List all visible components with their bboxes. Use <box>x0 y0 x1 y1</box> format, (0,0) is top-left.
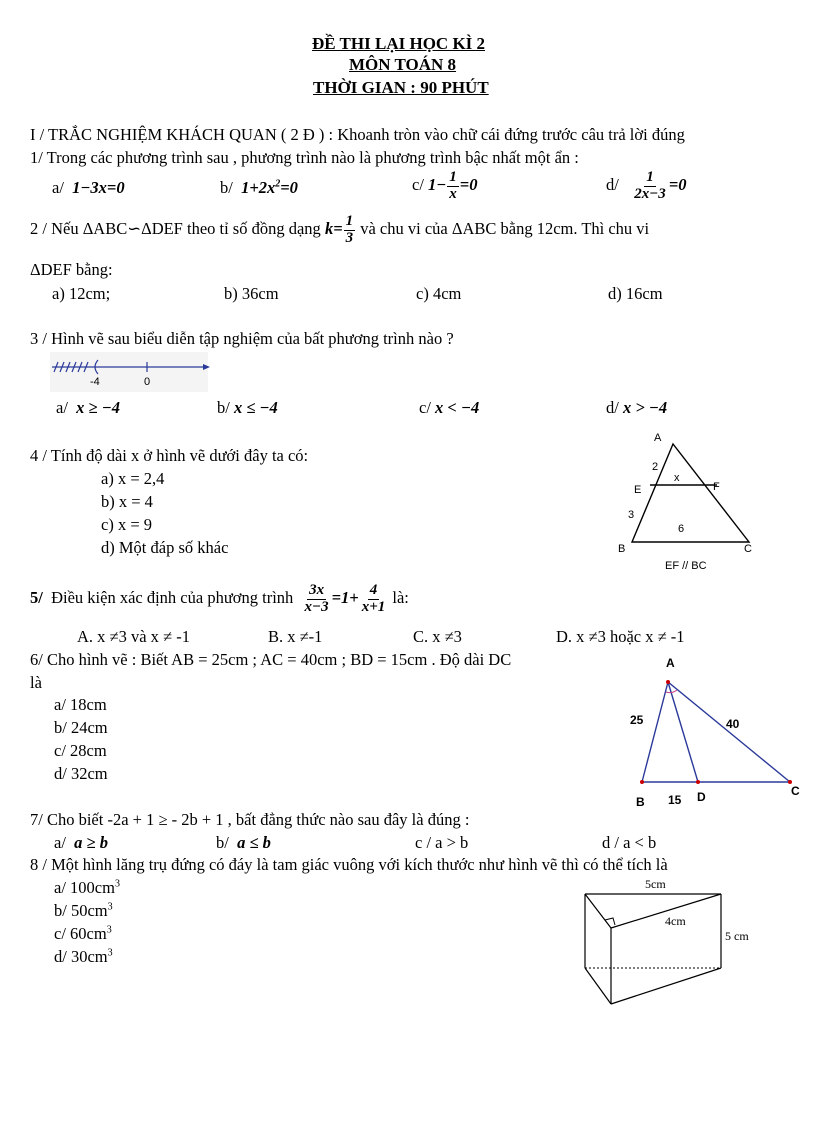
q3-option-d: d/ x > −4 <box>606 398 668 417</box>
q4-triangle-figure <box>610 428 770 578</box>
q1-c-fraction: $\frac{1}{x}$ <box>449 169 457 202</box>
q3-option-a: a/ x ≥ −4 <box>56 398 120 417</box>
q1-c-label: c/ <box>412 175 424 195</box>
vertex-d-q6: D <box>697 790 706 804</box>
q2-text: 2 / Nếu ΔABC∽ΔDEF theo tỉ số đồng dạng k= $\frac{1}{3}$ và chu vi của ΔABC bằng 12cm. Thì chu vi <box>30 213 650 246</box>
q6-text: 6/ Cho hình vẽ : Biết AB = 25cm ; AC = 40cm ; BD = 15cm . Độ dài DC <box>30 650 512 669</box>
number-line-figure <box>50 352 210 392</box>
q6-triangle-figure <box>620 652 810 812</box>
q6-text-line2: là <box>30 673 42 692</box>
q5-option-d: D. x ≠3 hoặc x ≠ -1 <box>556 627 685 646</box>
number-line-bg <box>50 352 208 392</box>
q4-option-c: c) x = 9 <box>101 515 152 534</box>
q7-option-b: b/ a ≤ b <box>216 833 271 852</box>
label-eb: 3 <box>628 509 635 521</box>
q1-b-expr: 1+2x <box>241 178 276 197</box>
q1-option-c <box>412 170 477 203</box>
label-top-5cm: 5cm <box>645 877 666 891</box>
point-a <box>666 680 670 684</box>
q3-text: 3 / Hình vẽ sau biểu diễn tập nghiệm của bất phương trình nào ? <box>30 329 454 348</box>
q5-option-c: C. x ≠3 <box>413 627 462 646</box>
axis-label-zero: 0 <box>144 376 151 388</box>
q2-option-b: b) 36cm <box>224 284 279 303</box>
triangle-abc <box>632 444 749 542</box>
title-line3: THỜI GIAN : 90 PHÚT <box>313 78 489 97</box>
vertex-a-q6: A <box>666 656 675 670</box>
q2-option-a: a) 12cm; <box>52 284 111 303</box>
triangle-abc-q6 <box>642 682 790 782</box>
prism-solid-edges <box>585 894 721 1004</box>
q1-d-tail: =0 <box>668 175 687 195</box>
q1-a-label: a/ <box>52 178 64 197</box>
q8-option-a: a/ $100cm^3$ <box>54 878 120 897</box>
q6-option-d: d/ 32cm <box>54 764 108 783</box>
q1-option-b <box>220 178 298 198</box>
q4-text: 4 / Tính độ dài x ở hình vẽ dưới đây ta có: <box>30 446 309 465</box>
q1-a-expr: 1−3x=0 <box>72 178 125 197</box>
q2-ratio-fraction: $\frac{1}{3}$ <box>345 213 354 246</box>
point-b <box>640 780 644 784</box>
vertex-b: B <box>618 543 626 555</box>
q1-d-fraction: $\frac{1}{2x-3}$ <box>634 169 666 202</box>
q8-option-d: d/ $30cm^3$ <box>54 947 113 966</box>
q1-c-pre: 1− <box>428 175 447 195</box>
q1-b-tail: =0 <box>280 178 298 197</box>
title-line2: MÔN TOÁN 8 <box>349 55 457 74</box>
q7-text: 7/ Cho biết -2a + 1 ≥ - 2b + 1 , bất đẳng thức nào sau đây là đúng : <box>30 810 470 829</box>
label-bc: 6 <box>678 523 685 535</box>
label-diag-4cm: 4cm <box>665 914 686 928</box>
q3-option-b: b/ x ≤ −4 <box>217 398 278 417</box>
q7-option-a: a/ a ≥ b <box>54 833 108 852</box>
q1-option-d <box>606 170 686 203</box>
q1-b-exp: 2 <box>275 178 281 190</box>
q4-option-b: b) x = 4 <box>101 492 153 511</box>
section-heading: I / TRẮC NGHIỆM KHÁCH QUAN ( 2 Đ ) : Khoanh tròn vào chữ cái đứng trước câu trả lời đúng <box>30 125 685 144</box>
point-d <box>696 780 700 784</box>
label-bd: 15 <box>668 793 682 807</box>
q1-b-label: b/ <box>220 178 233 197</box>
q1-d-label: d/ <box>606 175 619 195</box>
q5-option-b: B. x ≠-1 <box>268 627 323 646</box>
q8-option-b: b/ $50cm^3$ <box>54 901 113 920</box>
q3-option-c: c/ x < −4 <box>419 398 480 417</box>
label-ab: 25 <box>630 713 644 727</box>
q5-option-a: A. x ≠3 và x ≠ -1 <box>77 627 190 646</box>
vertex-f: F <box>713 481 720 493</box>
q2-option-c: c) 4cm <box>416 284 462 303</box>
q1-c-tail: =0 <box>459 175 478 195</box>
q5-fraction-2: $\frac{4}{x+1}$ <box>361 582 386 615</box>
q4-option-a: a) x = 2,4 <box>101 469 165 488</box>
q5-text: 5/ Điều kiện xác định của phương trình $\frac{3x}{x-3}$ =1+ $\frac{4}{x+1}$ là: <box>30 582 409 615</box>
q7-option-c: c / a > b <box>415 833 469 852</box>
q2-option-d: d) 16cm <box>608 284 663 303</box>
q6-option-a: a/ 18cm <box>54 695 107 714</box>
title-line1: ĐỀ THI LẠI HỌC KÌ 2 <box>312 34 486 53</box>
q2-text-line2: ΔDEF bằng: <box>30 260 113 279</box>
q7-option-d: d / a < b <box>602 833 657 852</box>
axis-label-minus4: -4 <box>90 376 100 388</box>
q8-prism-figure <box>575 876 775 1011</box>
label-x: x <box>674 472 680 484</box>
vertex-a: A <box>654 432 662 444</box>
label-ac: 40 <box>726 717 740 731</box>
vertex-c: C <box>744 543 752 555</box>
vertex-e: E <box>634 484 642 496</box>
q4-option-d: d) Một đáp số khác <box>101 538 229 557</box>
q1-text: 1/ Trong các phương trình sau , phương trình nào là phương trình bậc nhất một ẩn : <box>30 148 579 167</box>
figure-caption: EF // BC <box>665 560 707 572</box>
q8-option-c: c/ $60cm^3$ <box>54 924 112 943</box>
bisector-ad <box>668 682 698 782</box>
vertex-b-q6: B <box>636 795 645 809</box>
q1-option-a <box>52 178 125 198</box>
label-right-5cm: 5 cm <box>725 929 749 943</box>
label-ae: 2 <box>652 461 659 473</box>
similar-symbol: ∽ <box>127 219 142 239</box>
q5-fraction-1: $\frac{3x}{x-3}$ <box>304 582 329 615</box>
vertex-c-q6: C <box>791 784 800 798</box>
q6-option-b: b/ 24cm <box>54 718 108 737</box>
q6-option-c: c/ 28cm <box>54 741 107 760</box>
q8-text: 8 / Một hình lăng trụ đứng có đáy là tam giác vuông với kích thước như hình vẽ thì có thể tích là <box>30 855 668 874</box>
